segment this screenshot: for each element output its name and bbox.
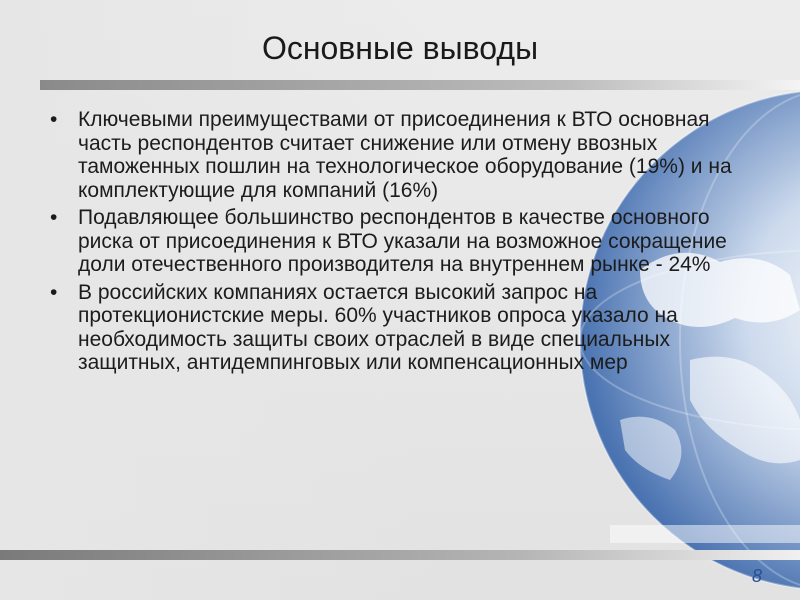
bullet-text: Ключевыми преимуществами от присоединения к ВТО основная часть респондентов считает снижение или отмену ввозных таможенных пошлин на технологическое оборудование (19%) и на комплектующие для компаний (16%) <box>78 108 732 202</box>
page-title: Основные выводы <box>261 30 539 66</box>
bullet-list <box>48 108 748 379</box>
bullet-text: В российских компаниях остается высокий запрос на протекционистские меры. 60% участников опроса указало на необходимость защиты своих отраслей в виде специальных защитных, антидемпинговых или компенсационных мер <box>78 280 678 374</box>
page-number: 8 <box>751 566 762 586</box>
list-item <box>48 108 748 202</box>
bullet-marker: • <box>50 206 58 229</box>
list-item <box>48 281 748 375</box>
list-item <box>48 206 748 277</box>
footer-divider <box>0 548 800 562</box>
bullet-marker: • <box>50 108 58 131</box>
bullet-text: Подавляющее большинство респондентов в качестве основного риска от присоединения к ВТО указали на возможное сокращение доли отечественного производителя на внутреннем рынке - 24% <box>78 206 727 276</box>
header-divider <box>40 78 800 92</box>
bullet-marker: • <box>50 280 58 304</box>
